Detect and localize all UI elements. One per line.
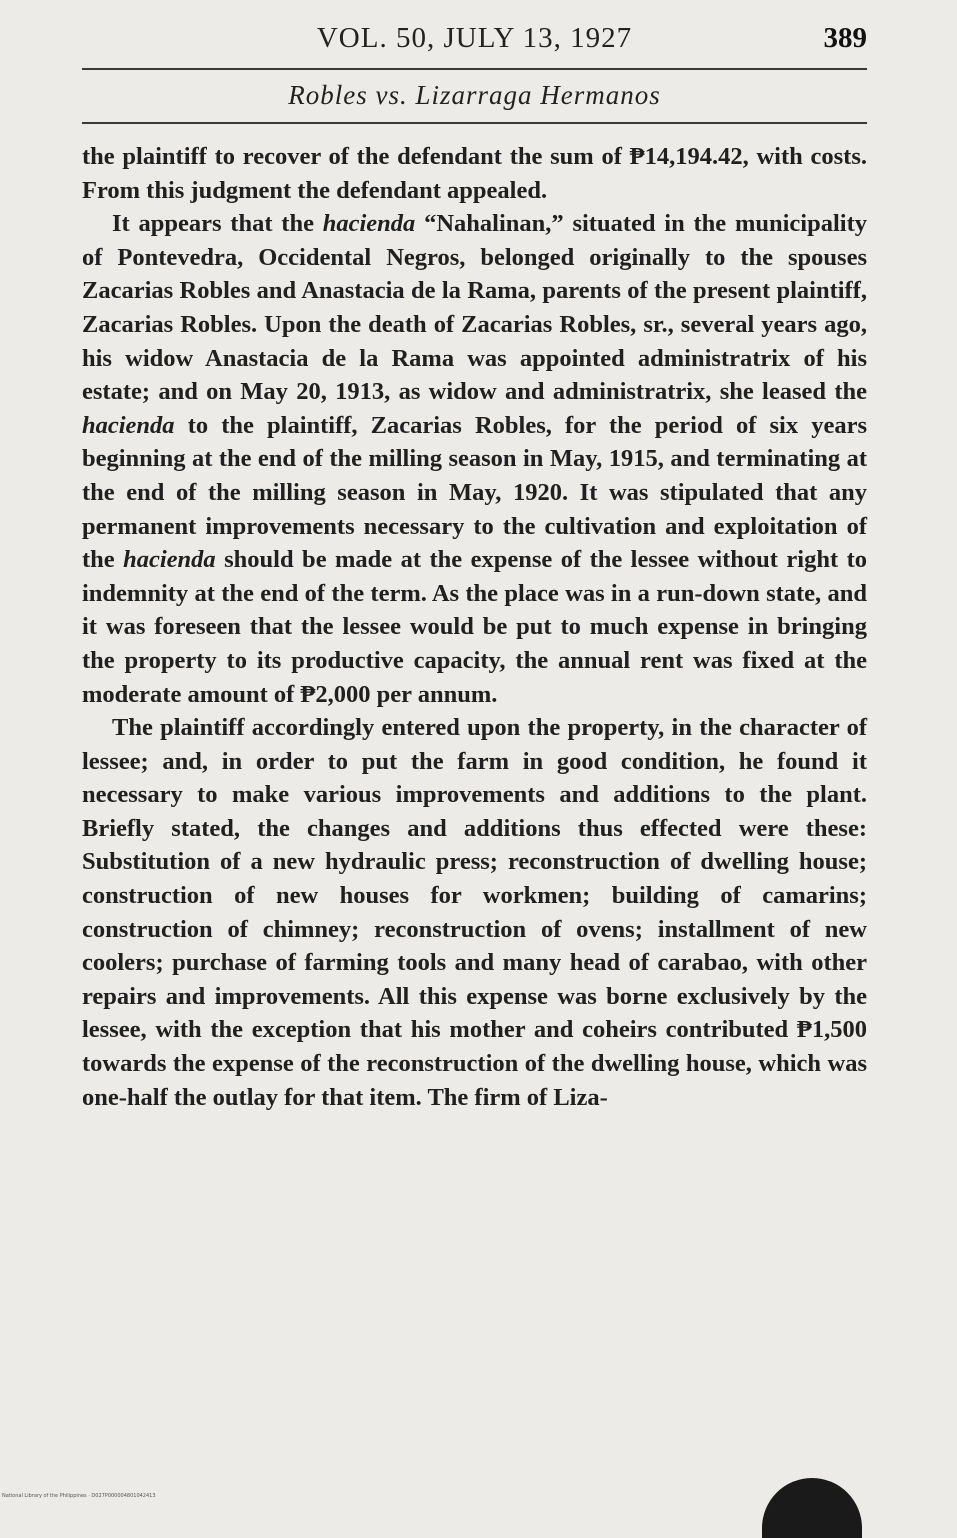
paragraph-1: the plaintiff to recover of the defendant the sum of ₱14,194.42, with costs. From this judgment the defendant appealed. — [82, 143, 867, 204]
header-rule-bottom — [82, 122, 867, 124]
paragraph-2-text: should be made at the expense of the lessee without right to indemnity at the end of the term. As the place was in a run-down state, and it was foreseen that the lessee would be put to much expense in bringing the property to its productive capacity, the annual rent was fixed at the moderate amount of ₱2,000 per annum. — [82, 546, 867, 708]
scan-thumb-shadow — [762, 1478, 862, 1538]
paragraph-2-italic: hacienda — [82, 411, 175, 439]
paragraph-2-text: to the plaintiff, Zacarias Robles, for the period of six years beginning at the end of the milling season in May, 1915, and terminating at the end of the milling season in May, 1920. It was stipulated that any permanent improvements necessary to the cultivation and exploitation of the — [82, 411, 867, 574]
paragraph-2 — [82, 207, 867, 711]
body-text — [82, 140, 867, 1114]
paragraph-2-italic: hacienda — [322, 210, 416, 238]
case-title: Robles vs. Lizarraga Hermanos — [288, 80, 661, 110]
paragraph-3: The plaintiff accordingly entered upon the property, in the character of lessee; and, in order to put the farm in good condition, he found it necessary to make various improvements and additions to the plant. Briefly stated, the changes and additions thus effected were these: Substitution of a new hydraulic press; reconstruction of dwelling house; construction of new houses for workmen; building of camarins; construction of chimney; reconstruction of ovens; installment of new coolers; purchase of farming tools and many head of carabao, with other repairs and improvements. All this expense was borne exclusively by the lessee, with the exception that his mother and coheirs contributed ₱1,500 towards the expense of the reconstruction of the dwelling house, which was one-half the outlay for that item. The firm of Liza- — [82, 714, 867, 1111]
header-rule-top — [82, 68, 867, 70]
volume-line: VOL. 50, JULY 13, 1927 — [316, 22, 633, 54]
footer-caption: National Library of the Philippines · D027P000004801042413 — [2, 1493, 156, 1499]
paragraph-2-text: “Nahalinan,” situated in the municipality of Pontevedra, Occidental Negros, belonged originally to the spouses Zacarias Robles and Anastacia de la Rama, parents of the present plaintiff, Zacarias Robles. Upon the death of Zacarias Robles, sr., several years ago, his widow Anastacia de la Rama was appointed administratrix of his estate; and on May 20, 1913, as widow and administratrix, she leased the — [82, 210, 867, 406]
running-head — [82, 22, 867, 66]
page-number: 389 — [823, 22, 867, 54]
paragraph-2-italic: hacienda — [123, 546, 216, 574]
paragraph-2-text: It appears that the — [112, 210, 323, 238]
